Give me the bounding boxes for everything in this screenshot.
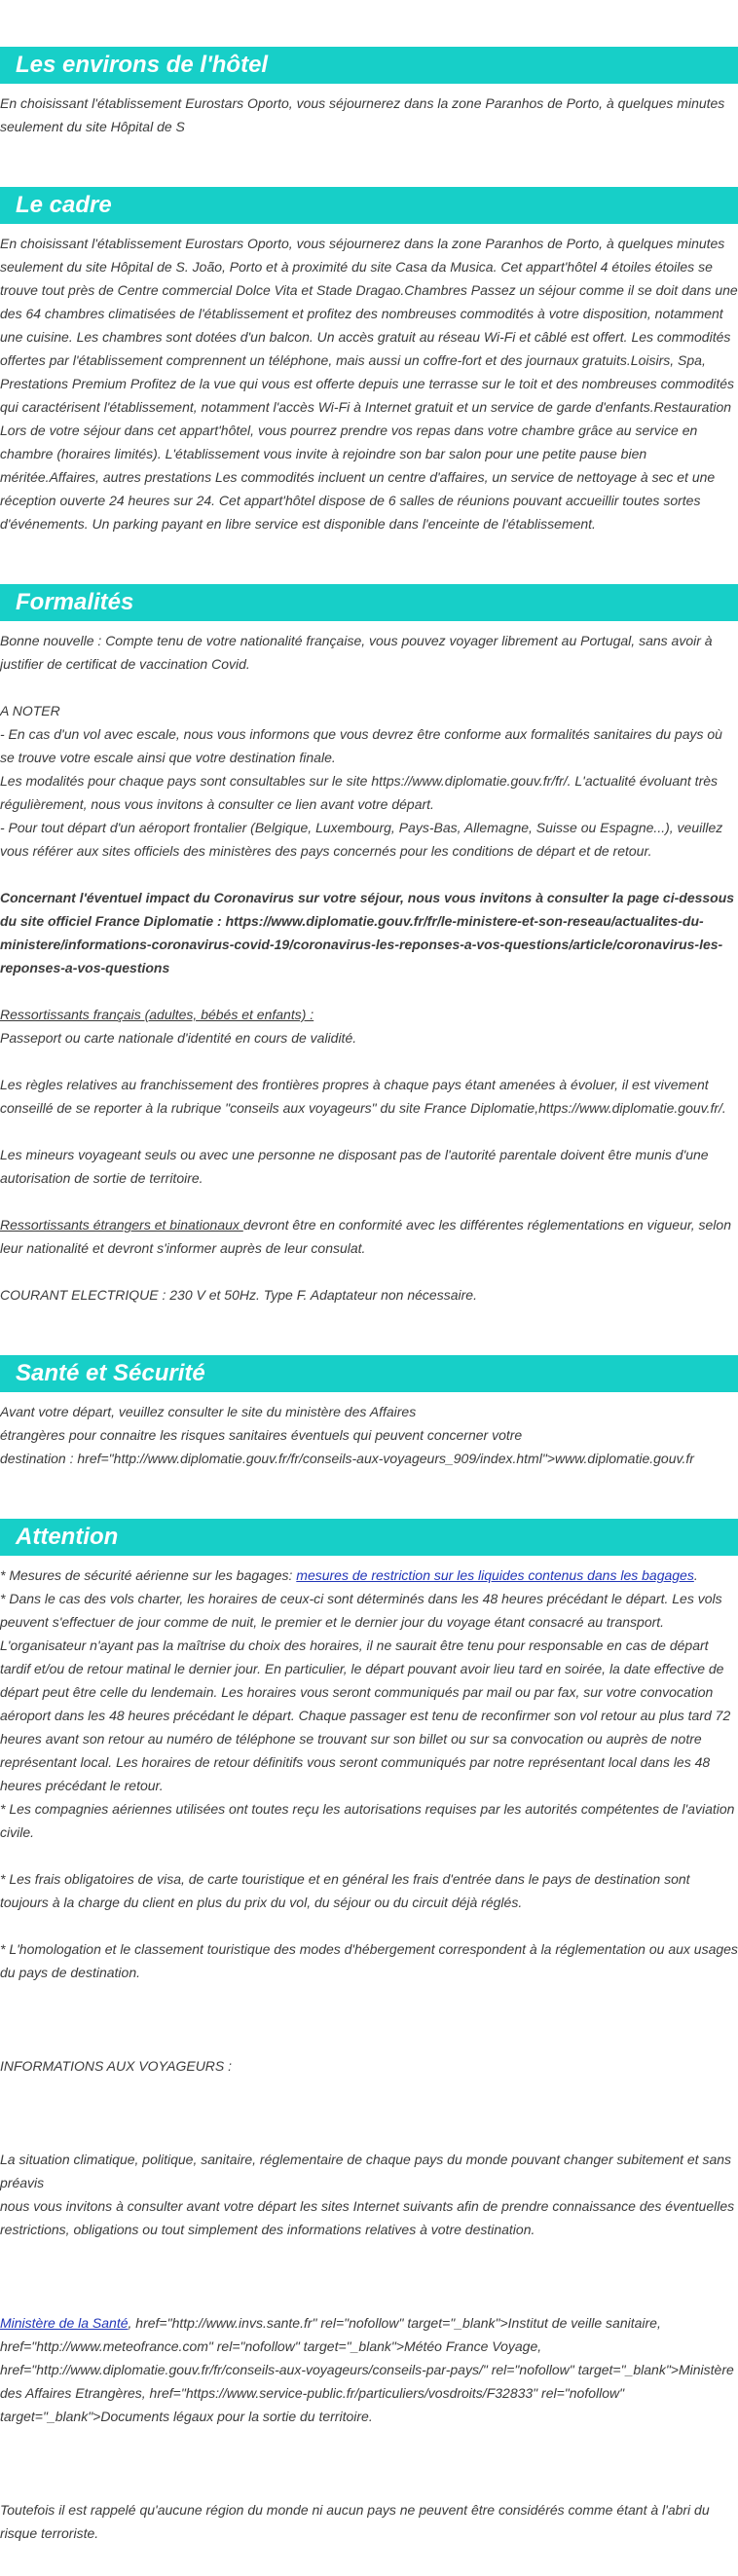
cadre-text: En choisissant l'établissement Eurostars Oporto, vous séjournerez dans la zone Paranhos de Porto, à quelques minutes seulement du site Hôpital de S. João, Porto et à proximité du site Casa da Musica. Cet appart'hôtel 4 étoiles étoiles se trouve tout près de Centre commercial Dolce Vita et Stade Dragao.Chambres Passez un séjour comme il se doit dans une des 64 chambres climatisées de l'établissement et profitez des nombreuses commodités à votre disposition, notamment une cuisine. Les chambres sont dotées d'un balcon. Un accès gratuit au réseau Wi-Fi et câblé est offert. Les commodités offertes par l'établissement comprennent un téléphone, mais aussi un coffre-fort et des journaux gratuits.Loisirs, Spa, Prestations Premium Profitez de la vue qui vous est offerte depuis une terrasse sur le toit et des nombreuses commodités qui caractérisent l'établissement, notamment l'accès Wi-Fi à Internet gratuit et un service de garde d'enfants.Restauration Lors de votre séjour dans cet appart'hôtel, vous pourrez prendre vos repas dans votre chambre grâce au service en chambre (horaires limités). L'établissement vous invite à rejoindre son bar salon pour une petite pause bien méritée.Affaires, autres prestations Les commodités incluent un centre d'affaires, un service de nettoyage à sec et une réception ouverte 24 heures sur 24. Cet appart'hôtel dispose de 6 salles de réunions pouvant accueillir toutes sortes d'événements. Un parking payant en libre service est disponible dans l'enceinte de l'établissement.: [0, 236, 738, 532]
ministere-sante-link[interactable]: Ministère de la Santé: [0, 2315, 129, 2331]
section-title-cadre: Le cadre: [0, 187, 738, 224]
ressortissants-etrangers-title: Ressortissants étrangers et binationaux: [0, 1217, 243, 1233]
environs-text: En choisissant l'établissement Eurostars Oporto, vous séjournerez dans la zone Paranhos de Porto, à quelques minutes seulement du site Hôpital de S: [0, 95, 725, 134]
formalites-note-escale: - En cas d'un vol avec escale, nous vous informons que vous devrez être conforme aux formalités sanitaires du pays où se trouve votre escale ainsi que votre destination finale.: [0, 726, 722, 765]
sante-line-2: étrangères pour connaitre les risques sanitaires éventuels qui peuvent concerner votre: [0, 1427, 523, 1443]
section-title-formalites: Formalités: [0, 584, 738, 621]
section-title-environs: Les environs de l'hôtel: [0, 47, 738, 84]
ressortissants-etrangers: [0, 1213, 738, 1260]
courant-electrique: COURANT ELECTRIQUE : 230 V et 50Hz. Type F. Adaptateur non nécessaire.: [0, 1287, 477, 1303]
attention-compagnies: * Les compagnies aériennes utilisées ont toutes reçu les autorisations requises par les autorités compétentes de l'aviation civile.: [0, 1801, 735, 1840]
infos-voyageurs-title: INFORMATIONS AUX VOYAGEURS :: [0, 2058, 233, 2074]
ressortissants-fr-text: Passeport ou carte nationale d'identité en cours de validité.: [0, 1030, 357, 1046]
section-title-attention: Attention: [0, 1519, 738, 1556]
attention-frais: * Les frais obligatoires de visa, de carte touristique et en général les frais d'entrée dans le pays de destination sont toujours à la charge du client en plus du prix du vol, du séjour ou du circuit déjà réglés.: [0, 1871, 690, 1910]
formalites-regles: Les règles relatives au franchissement des frontières propres à chaque pays étant amenées à évoluer, il est vivement conseillé de se reporter à la rubrique "conseils aux voyageurs" du site France Diplomatie,https://www.diplomatie.gouv.fr/.: [0, 1077, 726, 1116]
formalites-note-modalites: Les modalités pour chaque pays sont consultables sur le site https://www.diplomatie.gouv.fr/fr/. L'actualité évoluant très régulièrement, nous vous invitons à consulter ce lien avant votre départ.: [0, 773, 719, 812]
formalites-covid-notice: Concernant l'éventuel impact du Coronavirus sur votre séjour, nous vous invitons à consulter la page ci-dessous du site officiel France Diplomatie : https://www.diplomatie.gouv.fr/fr/le-ministere-et-son-reseau/actualites-du-ministere/informations-coronavirus-covid-19/coronavirus-les-reponses-a-vos-questions/article/coronavirus-les-reponses-a-vos-questions: [0, 890, 735, 975]
attention-mesures-prefix: * Mesures de sécurité aérienne sur les bagages:: [0, 1567, 297, 1583]
ressortissants-fr-title: Ressortissants français (adultes, bébés et enfants) :: [0, 1007, 314, 1022]
sante-line-3: destination : href="http://www.diplomatie.gouv.fr/fr/conseils-aux-voyageurs_909/index.html">www.diplomatie.gouv.fr: [0, 1451, 694, 1466]
liquides-restriction-link[interactable]: mesures de restriction sur les liquides contenus dans les bagages: [296, 1567, 694, 1583]
attention-charter: * Dans le cas des vols charter, les horaires de ceux-ci sont déterminés dans les 48 heures précédant le départ. Les vols peuvent s'effectuer de jour comme de nuit, le premier et le dernier jour du voyage étant consacré au transport. L'organisateur n'ayant pas la maîtrise du choix des horaires, il ne saurait être tenu pour responsable en cas de départ tardif et/ou de retour matinal le dernier jour. En particulier, le départ pouvant avoir lieu tard en soirée, la date effective de départ peut être celle du lendemain. Les horaires vous seront communiqués par mail ou par fax, sur votre convocation aéroport dans les 48 heures précédant le départ. Chaque passager est tenu de reconfirmer son vol retour au plus tard 72 heures avant son retour au numéro de téléphone se trouvant sur son billet ou sur sa convocation ou auprès de notre représentant local. Les horaires de retour définitifs vous seront communiqués par notre représentant local dans les 48 heures précédant le retour.: [0, 1591, 731, 1793]
infos-situation: La situation climatique, politique, sanitaire, réglementaire de chaque pays du monde pouvant changer subitement et sans préavis: [0, 2152, 732, 2190]
attention-mesures-suffix: .: [693, 1567, 698, 1583]
formalites-intro: Bonne nouvelle : Compte tenu de votre nationalité française, vous pouvez voyager librement au Portugal, sans avoir à justifier de certificat de vaccination Covid.: [0, 633, 713, 672]
formalites-mineurs: Les mineurs voyageant seuls ou avec une personne ne disposant pas de l'autorité parentale doivent être munis d'une autorisation de sortie de territoire.: [0, 1147, 709, 1186]
formalites-a-noter: A NOTER: [0, 703, 60, 718]
sante-line-1: Avant votre départ, veuillez consulter le site du ministère des Affaires: [0, 1404, 417, 1419]
infos-situation-2: nous vous invitons à consulter avant votre départ les sites Internet suivants afin de prendre connaissance des éventuelles restrictions, obligations ou tout simplement des informations relatives à votre destination.: [0, 2198, 735, 2237]
formalites-note-frontalier: - Pour tout départ d'un aéroport frontalier (Belgique, Luxembourg, Pays-Bas, Allemagne, Suisse ou Espagne...), veuillez vous référer aux sites officiels des ministères des pays concernés pour les conditions de départ et de retour.: [0, 820, 723, 859]
attention-homologation: * L'homologation et le classement touristique des modes d'hébergement correspondent à la réglementation ou aux usages du pays de destination.: [0, 1941, 738, 1980]
section-title-sante: Santé et Sécurité: [0, 1355, 738, 1392]
infos-liens: [0, 2311, 738, 2428]
infos-liens-rest: , href="http://www.invs.sante.fr" rel="nofollow" target="_blank">Institut de veille sanitaire, href="http://www.meteofrance.com" rel="nofollow" target="_blank">Météo France Voyage, href="http://www.diplomatie.gouv.fr/fr/conseils-aux-voyageurs/conseils-par-pays/" rel="nofollow" target="_blank">Ministère des Affaires Etrangères, href="https://www.service-public.fr/particuliers/vosdroits/F32833" rel="nofollow" target="_blank">Documents légaux pour la sortie du territoire.: [0, 2315, 734, 2424]
attention-toutefois: Toutefois il est rappelé qu'aucune région du monde ni aucun pays ne peuvent être considérés comme étant à l'abri du risque terroriste.: [0, 2502, 710, 2541]
attention-mesures: [0, 1564, 738, 1587]
ressortissants-etrangers-text: devront être en conformité avec les différentes réglementations en vigueur, selon leur nationalité et devront s'informer auprès de leur consulat.: [0, 1217, 731, 1256]
